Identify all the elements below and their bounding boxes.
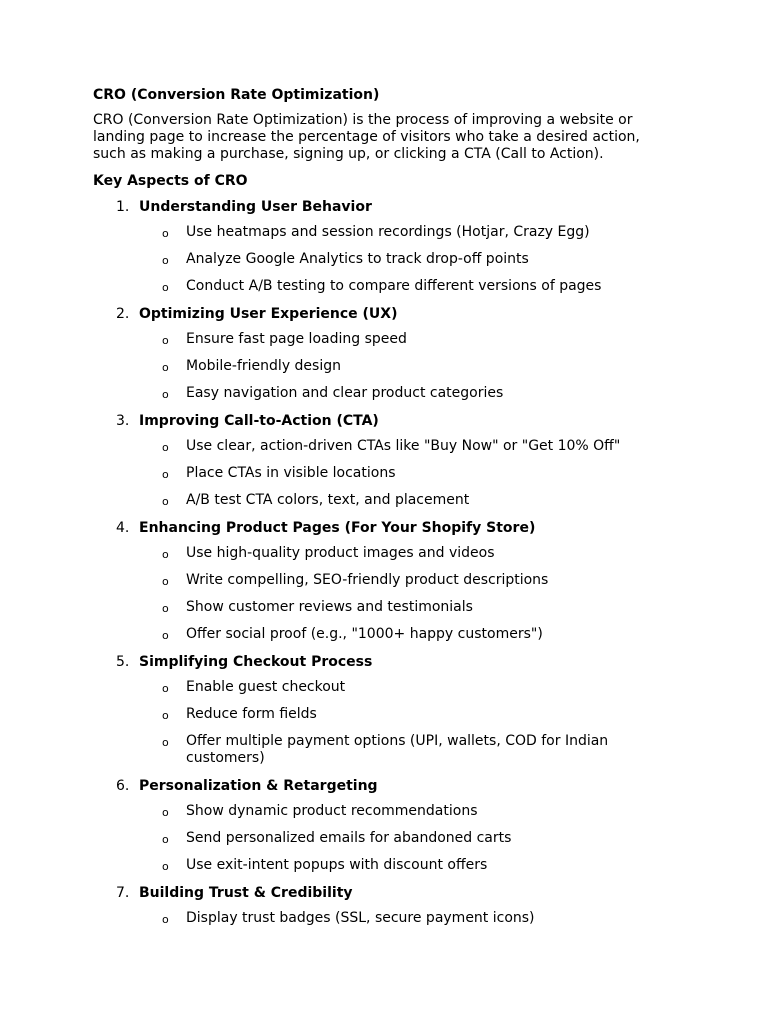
sub-point-item [93, 733, 673, 767]
bullet-icon: o [162, 495, 169, 508]
aspect-number: 5. [116, 654, 130, 670]
bullet-icon: o [162, 860, 169, 873]
sub-point-item [93, 251, 673, 268]
sub-point-text: Place CTAs in visible locations [186, 465, 396, 481]
aspect-item [93, 412, 673, 509]
sub-point-item [93, 492, 673, 509]
aspect-heading [93, 198, 673, 216]
sub-point-text: Conduct A/B testing to compare different versions of pages [186, 278, 602, 294]
aspect-title: Enhancing Product Pages (For Your Shopify Store) [139, 520, 536, 536]
aspect-heading [93, 884, 673, 902]
aspect-number: 3. [116, 413, 130, 429]
section-heading: Key Aspects of CRO [93, 173, 248, 189]
sub-point-text: Easy navigation and clear product categories [186, 385, 504, 401]
sub-point-text: Offer multiple payment options (UPI, wallets, COD for Indian customers) [186, 733, 609, 766]
aspect-item [93, 198, 673, 295]
sub-point-list [93, 545, 673, 643]
aspect-number: 6. [116, 778, 130, 794]
sub-point-list [93, 331, 673, 402]
sub-point-text: Use heatmaps and session recordings (Hotjar, Crazy Egg) [186, 224, 590, 240]
sub-point-item [93, 679, 673, 696]
bullet-icon: o [162, 682, 169, 695]
bullet-icon: o [162, 334, 169, 347]
sub-point-text: Offer social proof (e.g., "1000+ happy customers") [186, 626, 543, 642]
sub-point-text: Analyze Google Analytics to track drop-off points [186, 251, 529, 267]
aspect-heading [93, 519, 673, 537]
sub-point-text: Write compelling, SEO-friendly product descriptions [186, 572, 549, 588]
bullet-icon: o [162, 736, 169, 749]
sub-point-text: Reduce form fields [186, 706, 317, 722]
sub-point-text: Display trust badges (SSL, secure payment icons) [186, 910, 535, 926]
aspect-number: 1. [116, 199, 130, 215]
aspect-number: 7. [116, 885, 130, 901]
sub-point-item [93, 599, 673, 616]
aspect-title: Personalization & Retargeting [139, 778, 378, 794]
sub-point-text: Enable guest checkout [186, 679, 346, 695]
bullet-icon: o [162, 468, 169, 481]
aspect-heading [93, 412, 673, 430]
aspect-item [93, 777, 673, 874]
sub-point-list [93, 910, 673, 927]
sub-point-item [93, 803, 673, 820]
sub-point-item [93, 830, 673, 847]
aspect-item [93, 305, 673, 402]
sub-point-item [93, 465, 673, 482]
sub-point-list [93, 438, 673, 509]
sub-point-item [93, 910, 673, 927]
aspect-item [93, 653, 673, 767]
bullet-icon: o [162, 833, 169, 846]
bullet-icon: o [162, 709, 169, 722]
sub-point-text: Use high-quality product images and videos [186, 545, 495, 561]
sub-point-item [93, 857, 673, 874]
sub-point-text: Show customer reviews and testimonials [186, 599, 473, 615]
sub-point-text: Show dynamic product recommendations [186, 803, 478, 819]
bullet-icon: o [162, 629, 169, 642]
aspect-title: Improving Call-to-Action (CTA) [139, 413, 379, 429]
sub-point-item [93, 706, 673, 723]
document-title: CRO (Conversion Rate Optimization) [93, 87, 380, 103]
key-aspects-list [93, 198, 673, 927]
sub-point-text: Use clear, action-driven CTAs like "Buy Now" or "Get 10% Off" [186, 438, 621, 454]
sub-point-list [93, 803, 673, 874]
sub-point-item [93, 224, 673, 241]
aspect-title: Building Trust & Credibility [139, 885, 353, 901]
sub-point-item [93, 572, 673, 589]
bullet-icon: o [162, 548, 169, 561]
intro-paragraph: CRO (Conversion Rate Optimization) is the process of improving a website or landing page to increase the percentage of visitors who take a desired action, such as making a purchase, signing up, or clicking a CTA (Call to Action). [93, 112, 640, 162]
sub-point-text: A/B test CTA colors, text, and placement [186, 492, 470, 508]
bullet-icon: o [162, 575, 169, 588]
aspect-title: Optimizing User Experience (UX) [139, 306, 398, 322]
sub-point-item [93, 278, 673, 295]
aspect-heading [93, 653, 673, 671]
bullet-icon: o [162, 806, 169, 819]
bullet-icon: o [162, 361, 169, 374]
sub-point-item [93, 626, 673, 643]
bullet-icon: o [162, 602, 169, 615]
aspect-heading [93, 777, 673, 795]
aspect-heading [93, 305, 673, 323]
sub-point-item [93, 358, 673, 375]
document-body [93, 86, 673, 927]
sub-point-text: Send personalized emails for abandoned carts [186, 830, 512, 846]
sub-point-text: Ensure fast page loading speed [186, 331, 407, 347]
sub-point-text: Use exit-intent popups with discount offers [186, 857, 488, 873]
aspect-title: Understanding User Behavior [139, 199, 372, 215]
bullet-icon: o [162, 913, 169, 926]
sub-point-item [93, 545, 673, 562]
aspect-item [93, 884, 673, 927]
sub-point-item [93, 385, 673, 402]
aspect-title: Simplifying Checkout Process [139, 654, 373, 670]
sub-point-item [93, 438, 673, 455]
bullet-icon: o [162, 227, 169, 240]
sub-point-text: Mobile-friendly design [186, 358, 341, 374]
aspect-number: 4. [116, 520, 130, 536]
bullet-icon: o [162, 388, 169, 401]
sub-point-list [93, 679, 673, 767]
aspect-item [93, 519, 673, 643]
aspect-number: 2. [116, 306, 130, 322]
sub-point-item [93, 331, 673, 348]
sub-point-list [93, 224, 673, 295]
bullet-icon: o [162, 441, 169, 454]
bullet-icon: o [162, 254, 169, 267]
bullet-icon: o [162, 281, 169, 294]
